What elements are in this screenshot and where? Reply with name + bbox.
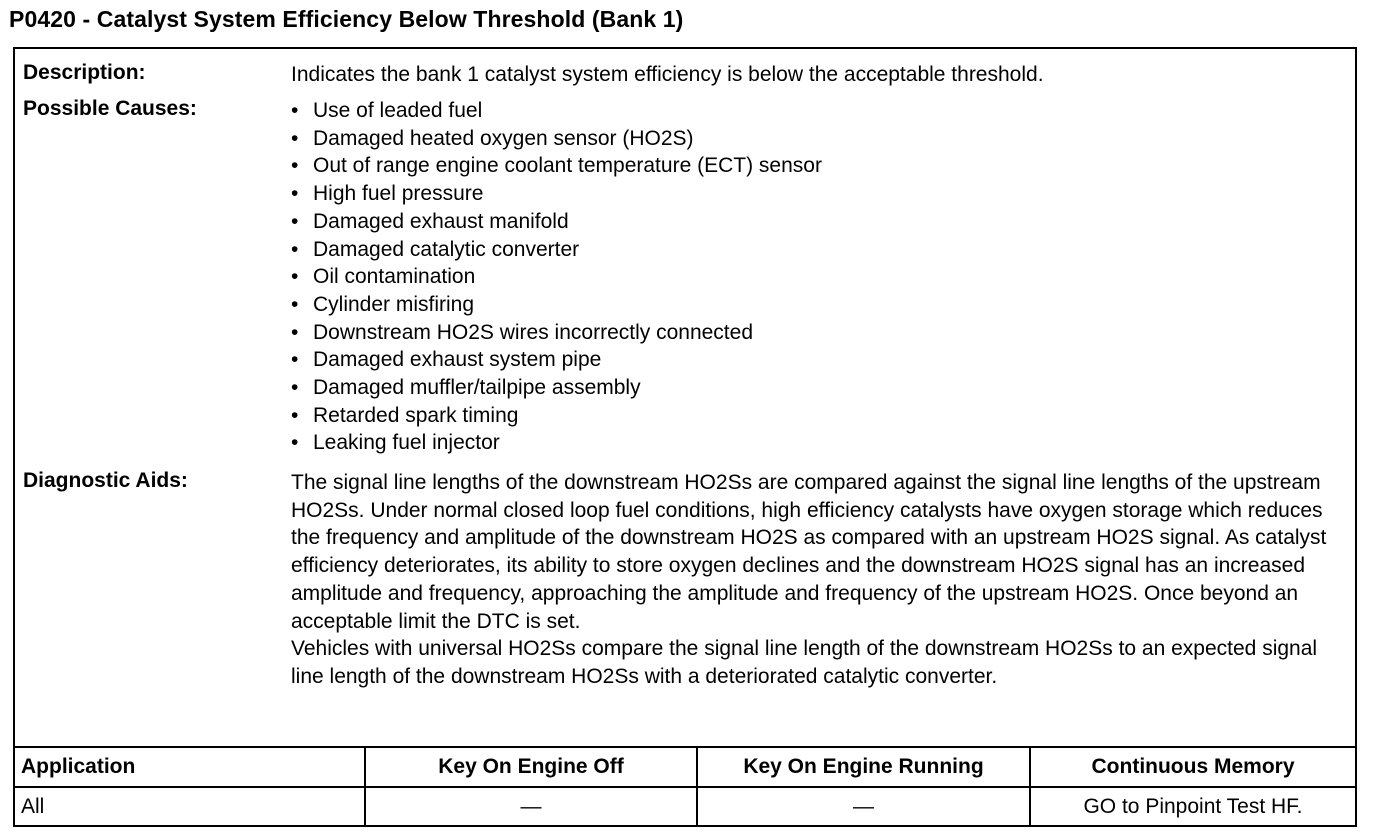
cell-key-on-engine-running: —: [697, 787, 1030, 825]
header-key-on-engine-off: Key On Engine Off: [365, 747, 697, 787]
description-label: Description:: [23, 61, 146, 84]
cause-text: Retarded spark timing: [313, 403, 519, 427]
bullet-icon: •: [291, 99, 299, 122]
cause-text: Downstream HO2S wires incorrectly connected: [313, 320, 753, 344]
description-text: Indicates the bank 1 catalyst system efficiency is below the acceptable threshold.: [291, 63, 1044, 86]
cause-item: [291, 125, 1351, 153]
cause-item: [291, 374, 1351, 402]
application-table-header-row: [15, 747, 1355, 787]
cause-text: Damaged exhaust system pipe: [313, 348, 602, 372]
cause-item: [291, 346, 1351, 374]
possible-causes-section: [291, 97, 1351, 457]
diagnostic-aids-label: Diagnostic Aids:: [23, 469, 188, 492]
bullet-icon: •: [291, 154, 299, 178]
bullet-icon: •: [291, 320, 299, 344]
bullet-icon: •: [291, 265, 299, 289]
bullet-icon: •: [291, 126, 299, 150]
application-table-row: [15, 787, 1355, 825]
cause-text: Use of leaded fuel: [313, 99, 483, 122]
cause-text: Out of range engine coolant temperature (ECT) sensor: [313, 154, 822, 178]
cause-item: [291, 429, 1351, 457]
bullet-icon: •: [291, 209, 299, 233]
bullet-icon: •: [291, 431, 299, 455]
cause-item: [291, 263, 1351, 291]
diagnostic-aids-paragraph: The signal line lengths of the downstream HO2Ss are compared against the signal line lengths of the upstream HO2Ss. Under normal closed loop fuel conditions, high efficiency catalysts have oxygen storage which reduces the frequency and amplitude of the downstream HO2S as compared with an upstream HO2S signal. As catalyst efficiency deteriorates, its ability to store oxygen declines and the downstream HO2S signal has an increased amplitude and frequency, approaching the amplitude and frequency of the upstream HO2S. Once beyond an acceptable limit the DTC is set.: [291, 471, 1327, 633]
cause-text: Oil contamination: [313, 265, 476, 289]
cell-key-on-engine-off: —: [365, 787, 697, 825]
cell-continuous-memory: GO to Pinpoint Test HF.: [1030, 787, 1355, 825]
possible-causes-label: Possible Causes:: [23, 97, 197, 120]
cause-text: Leaking fuel injector: [313, 431, 500, 455]
cause-item: [291, 152, 1351, 180]
cause-item: [291, 291, 1351, 319]
cause-text: Damaged exhaust manifold: [313, 209, 569, 233]
cause-item: [291, 180, 1351, 208]
header-key-on-engine-running: Key On Engine Running: [697, 747, 1030, 787]
cell-application: All: [15, 787, 365, 825]
cause-item: [291, 319, 1351, 347]
cause-item: [291, 236, 1351, 264]
bullet-icon: •: [291, 348, 299, 372]
header-continuous-memory: Continuous Memory: [1030, 747, 1355, 787]
bullet-icon: •: [291, 403, 299, 427]
bullet-icon: •: [291, 237, 299, 261]
bullet-icon: •: [291, 182, 299, 206]
bullet-icon: •: [291, 376, 299, 400]
bullet-icon: •: [291, 292, 299, 316]
application-table: [15, 746, 1355, 825]
diagnostic-aids-section: [291, 469, 1351, 691]
dtc-info-table: [13, 47, 1357, 827]
cause-text: Cylinder misfiring: [313, 292, 475, 316]
cause-item: [291, 208, 1351, 236]
cause-item: [291, 402, 1351, 430]
cause-text: Damaged catalytic converter: [313, 237, 580, 261]
page-title: P0420 - Catalyst System Efficiency Below Threshold (Bank 1): [9, 6, 684, 32]
cause-text: Damaged muffler/tailpipe assembly: [313, 376, 641, 400]
header-application: Application: [15, 747, 365, 787]
diagnostic-aids-paragraph: Vehicles with universal HO2Ss compare the signal line length of the downstream HO2Ss to an expected signal line length of the downstream HO2Ss with a deteriorated catalytic converter.: [291, 637, 1318, 688]
cause-item: [291, 97, 1351, 125]
cause-text: High fuel pressure: [313, 182, 484, 206]
cause-text: Damaged heated oxygen sensor (HO2S): [313, 126, 694, 150]
possible-causes-list: [291, 97, 1351, 457]
